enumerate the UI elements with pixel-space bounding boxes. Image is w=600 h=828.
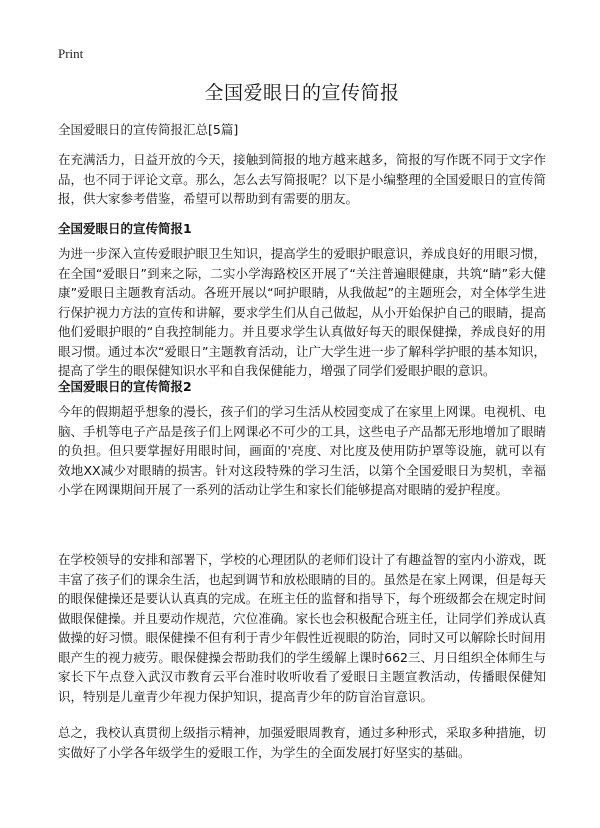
section-1-paragraph-1: 为进一步深入宣传爱眼护眼卫生知识，提高学生的爱眼护眼意识，养成良好的用眼习惯，在全国“爱眼日”到来之际，二实小学海路校区开展了“关注普遍眼健康，共筑“睛”彩大健康”爱眼日主题教育活动。各班开展以“呵护眼睛，从我做起”的主题班会，对全体学生进行保护视力方法的宣传和讲解，要求学生们从自己做起，从小开始保护自己的眼睛，提高他们爱眼护眼的“自我控制能力。并且要求学生认真做好每天的眼保健操，养成良好的用眼习惯。通过本次“爱眼日”主题教育活动，让广大学生进一步了解科学护眼的基本知识，提高了学生的眼保健知识水平和自我保健能力，增强了同学们爱眼护眼的意识。 xyxy=(58,246,546,378)
intro-paragraph: 在充满活力，日益开放的今天，接触到简报的地方越来越多，简报的写作既不同于文字作品，也不同于评论文章。那么，怎么去写简报呢？以下是小编整理的全国爱眼日的宣传简报，供大家参考借鉴，希望可以帮助到有需要的朋友。 xyxy=(58,152,546,206)
section-heading-1: 全国爱眼日的宣传简报1 xyxy=(58,221,192,236)
section-2-paragraph-1: 今年的假期超乎想象的漫长，孩子们的学习生活从校园变成了在家里上网课。电视机、电脑、手机等电子产品是孩子们上网课必不可少的工具，这些电子产品都无形地增加了眼睛的负担。但只要掌握好用眼时间，画面的'亮度、对比度及使用防护罩等设施，就可以有效地XX减少对眼睛的损害。针对这段特殊的学习生活，以第个全国爱眼日为契机，幸福小学在网课期间开展了一系列的活动让学生和家长们能够提高对眼睛的爱护程度。 xyxy=(58,404,546,497)
document-title: 全国爱眼日的宣传简报 xyxy=(204,82,400,104)
section-2-paragraph-3: 总之，我校认真贯彻上级指示精神，加强爱眼周教育，通过多种形式，采取多种措施，切实做好了小学各年级学生的爱眼工作，为学生的全面发展打好坚实的基础。 xyxy=(58,725,546,760)
section-heading-2: 全国爱眼日的宣传简报2 xyxy=(58,379,192,394)
print-link[interactable]: Print xyxy=(58,46,84,61)
section-2-paragraph-2: 在学校领导的安排和部署下，学校的心理团队的老师们设计了有趣益智的室内小游戏，既丰富了孩子们的课余生活，也起到调节和放松眼睛的目的。虽然是在家上网课，但是每天的眼保健操还是要认认真真的完成。在班主任的监督和指导下，每个班级都会在规定时间做眼保健操。并且要动作规范，穴位准确。家长也会积极配合班主任，让同学们养成认真做操的好习惯。眼保健操不但有利于青少年假性近视眼的防治，同时又可以解除长时间用眼产生的视力疲劳。眼保健操会帮助我们的学生缓解上课时662三、月日组织全体师生与家长下午点登入武汉市教育云平台准时收听收看了爱眼日主题宣教活动，传播眼保健知识，特别是儿童青少年视力保护知识，提高青少年的防盲治盲意识。 xyxy=(58,552,546,704)
document-subtitle: 全国爱眼日的宣传简报汇总[5篇] xyxy=(58,122,239,137)
